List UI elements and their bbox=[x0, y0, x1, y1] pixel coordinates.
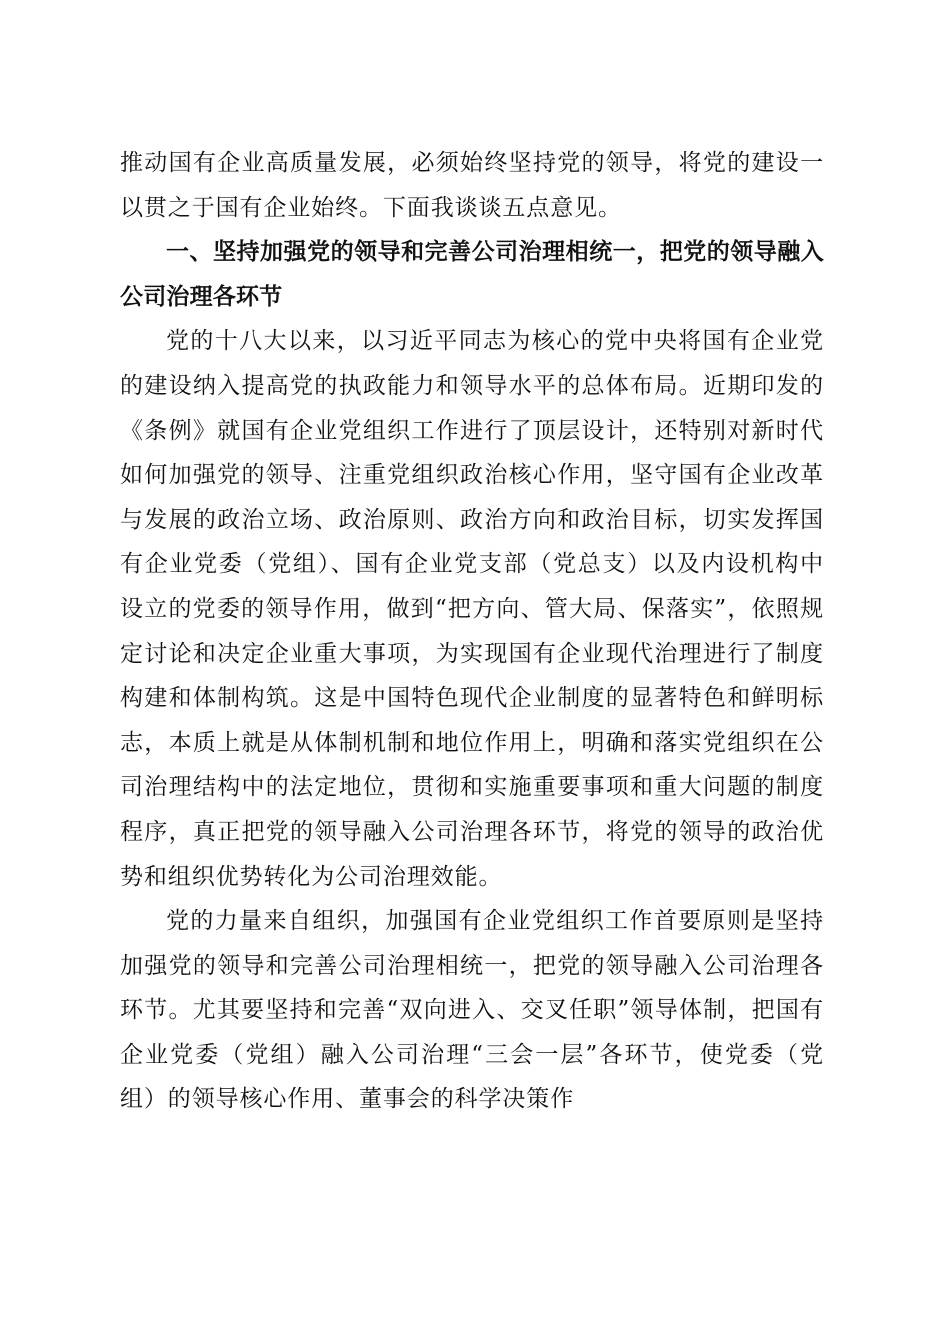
document-page bbox=[120, 141, 824, 1122]
body-paragraph-1: 党的十八大以来，以习近平同志为核心的党中央将国有企业党的建设纳入提高党的执政能力和领导水平的总体布局。近期印发的《条例》就国有企业党组织工作进行了顶层设计，还特别对新时代如何加强党的领导、注重党组织政治核心作用，坚守国有企业改革与发展的政治立场、政治原则、政治方向和政治目标，切实发挥国有企业党委（党组）、国有企业党支部（党总支）以及内设机构中设立的党委的领导作用，做到“把方向、管大局、保落实”，依照规定讨论和决定企业重大事项，为实现国有企业现代治理进行了制度构建和体制构筑。这是中国特色现代企业制度的显著特色和鲜明标志，本质上就是从体制机制和地位作用上，明确和落实党组织在公司治理结构中的法定地位，贯彻和实施重要事项和重大问题的制度程序，真正把党的领导融入公司治理各环节，将党的领导的政治优势和组织优势转化为公司治理效能。 bbox=[120, 328, 824, 890]
body-paragraph-2: 党的力量来自组织，加强国有企业党组织工作首要原则是坚持加强党的领导和完善公司治理相统一，把党的领导融入公司治理各环节。尤其要坚持和完善“双向进入、交叉任职”领导体制，把国有企业党委（党组）融入公司治理“三会一层”各环节，使党委（党组）的领导核心作用、董事会的科学决策作 bbox=[120, 908, 824, 1113]
intro-paragraph: 推动国有企业高质量发展，必须始终坚持党的领导，将党的建设一以贯之于国有企业始终。下面我谈谈五点意见。 bbox=[120, 150, 824, 221]
section-heading-1: 一、坚持加强党的领导和完善公司治理相统一，把党的领导融入公司治理各环节 bbox=[120, 239, 824, 310]
